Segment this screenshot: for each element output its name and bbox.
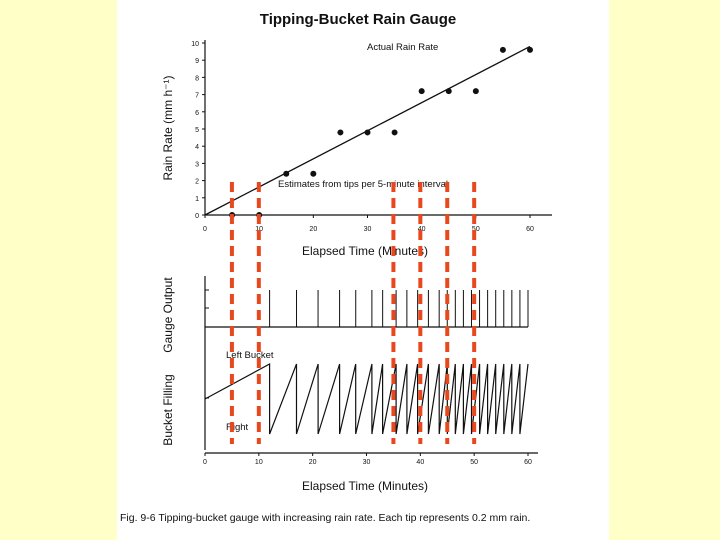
top-x-tick-label: 30	[363, 226, 372, 233]
top-y-tick-label: 6	[195, 109, 199, 117]
actual-rain-rate-label: Actual Rain Rate	[367, 42, 439, 53]
gauge-output-ylabel: Gauge Output	[161, 277, 175, 353]
bottom-x-tick-label: 10	[254, 459, 263, 466]
top-y-tick-label: 7	[195, 92, 199, 100]
estimate-point	[419, 88, 425, 94]
bottom-xlabel: Elapsed Time (Minutes)	[301, 479, 429, 493]
top-x-tick-label: 0	[203, 226, 207, 233]
top-y-tick-label: 2	[195, 178, 199, 186]
top-xlabel: Elapsed Time (Minutes)	[301, 244, 429, 258]
interval-marker-layer	[232, 182, 474, 444]
top-y-tick-label: 0	[195, 213, 199, 220]
estimate-point	[337, 129, 343, 135]
bucket-fill-trace	[205, 364, 528, 434]
top-x-tick-label: 60	[526, 226, 534, 233]
top-y-tick-label: 8	[195, 75, 199, 83]
top-y-tick-label: 5	[195, 127, 199, 134]
estimate-point	[283, 171, 289, 177]
estimates-label: Estimates from tips per 5-minute interval	[278, 179, 449, 190]
rain-rate-chart	[191, 40, 552, 233]
bottom-x-tick-label: 50	[470, 459, 479, 466]
chart-title: Tipping-Bucket Rain Gauge	[259, 11, 457, 28]
estimate-point	[392, 129, 398, 135]
bottom-x-tick-label: 60	[524, 459, 532, 466]
figure-caption: Fig. 9-6 Tipping-bucket gauge with increasing rain rate. Each tip represents 0.2 mm rain.	[120, 512, 531, 524]
bucket-filling-panel	[203, 364, 538, 466]
estimate-point	[310, 171, 316, 177]
left-bucket-label: Left Bucket	[226, 350, 274, 361]
top-y-tick-label: 4	[195, 144, 199, 152]
top-y-tick-label: 1	[195, 195, 199, 203]
top-x-tick-label: 50	[471, 226, 480, 233]
estimate-point	[527, 47, 533, 53]
top-y-tick-label: 3	[195, 161, 199, 169]
top-x-tick-label: 40	[417, 226, 426, 233]
estimate-point	[500, 47, 506, 53]
bottom-x-tick-label: 0	[203, 459, 207, 466]
top-x-tick-label: 20	[309, 226, 318, 233]
top-y-tick-label: 9	[195, 58, 199, 66]
estimate-point	[473, 88, 479, 94]
bottom-x-tick-label: 20	[308, 459, 317, 466]
top-y-tick-label: 10	[191, 41, 199, 48]
estimate-point	[446, 88, 452, 94]
right-bucket-label: Right	[226, 422, 249, 433]
bucket-filling-ylabel: Bucket Filling	[161, 374, 175, 446]
estimate-point	[365, 129, 371, 135]
rain-rate-ylabel: Rain Rate (mm h⁻¹)	[161, 75, 175, 181]
bottom-x-tick-label: 30	[362, 459, 371, 466]
top-x-tick-label: 10	[255, 226, 264, 233]
bottom-x-tick-label: 40	[416, 459, 425, 466]
